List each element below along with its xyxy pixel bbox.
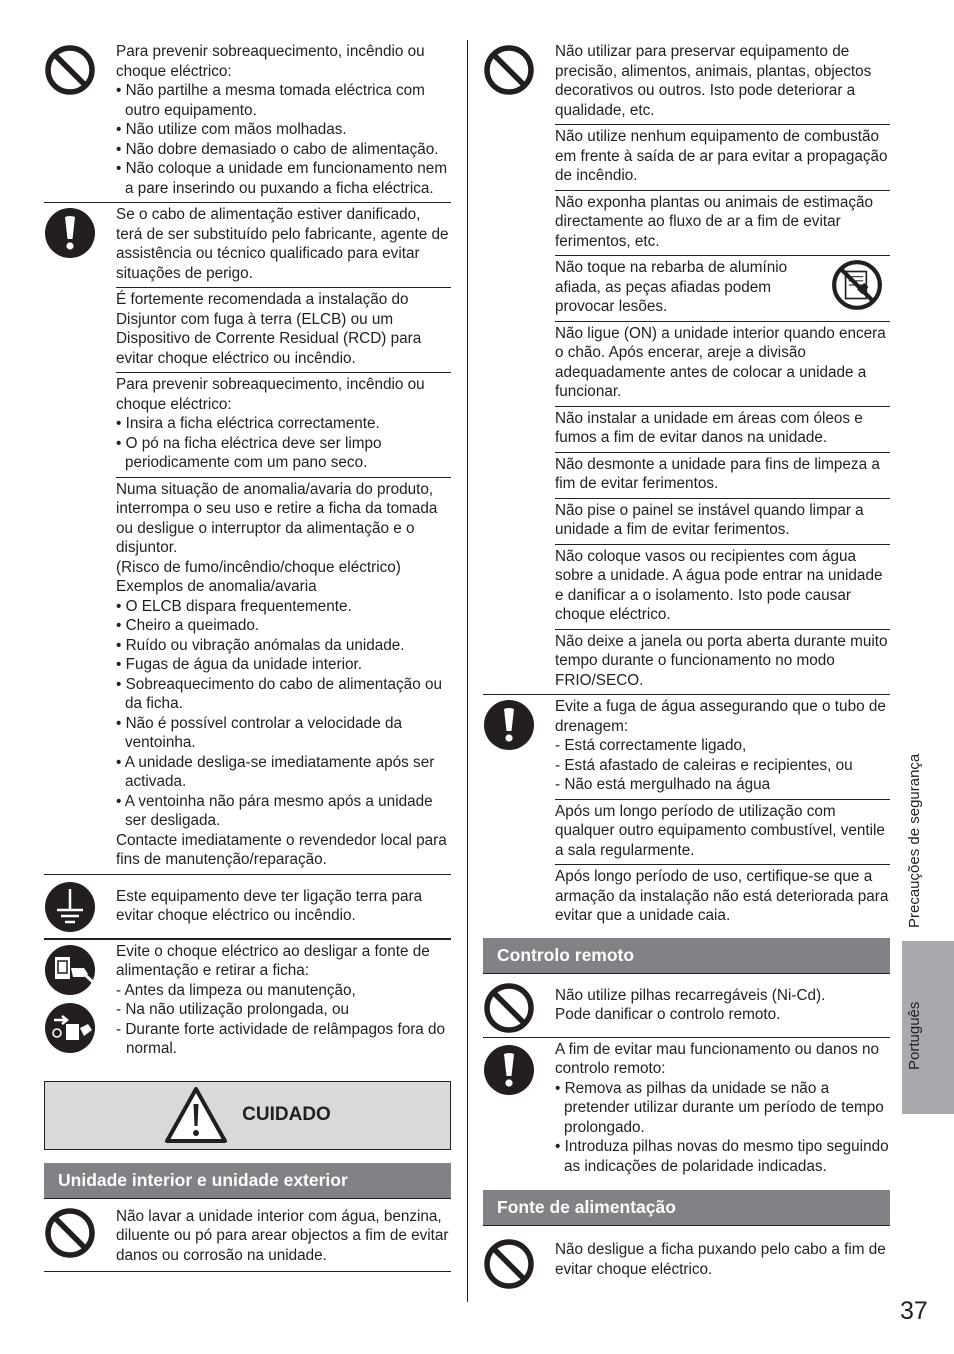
bullet-text: • Introduza pilhas novas do mesmo tipo seguindo as indicações de polaridade indicadas.: [555, 1138, 889, 1175]
prohibition-group: [44, 40, 451, 203]
instruction-item: [555, 864, 890, 930]
mandatory-icon: [483, 699, 535, 751]
instruction-text: Pode danificar o controlo remoto.: [555, 1006, 781, 1023]
instruction-item: [116, 940, 451, 1063]
bullet-text: • A ventoinha não pára mesmo após a unidade ser desligada.: [116, 792, 433, 829]
instruction-text: Numa situação de anomalia/avaria do produto, interrompa o seu uso e retire a ficha da tomada ou desligue o interruptor da alimentação e o disjuntor.: [116, 480, 438, 556]
dash-text: - Está correctamente ligado,: [555, 737, 747, 754]
unplug-group: [44, 938, 451, 1063]
dash-text: - Na não utilização prolongada, ou: [116, 1001, 350, 1018]
prohibition-group: [483, 974, 890, 1038]
dash-text: - Não está mergulhado na água: [555, 776, 771, 793]
section-header-power: Fonte de alimentação: [483, 1190, 890, 1226]
instruction-item: [555, 321, 890, 406]
instruction-text: Não toque na rebarba de alumínio afiada, as peças afiadas podem provocar lesões.: [555, 259, 788, 315]
instruction-item: [555, 452, 890, 498]
instruction-item: [116, 287, 451, 372]
section-header-remote: Controlo remoto: [483, 938, 890, 974]
bullet-text: • Fugas de água da unidade interior.: [116, 656, 363, 673]
bullet-text: • Não partilhe a mesma tomada eléctrica com outro equipamento.: [116, 82, 425, 119]
bullet-text: • Não é possível controlar a velocidade da ventoinha.: [116, 714, 402, 751]
instruction-text: Não utilize nenhum equipamento de combustão em frente à saída de ar para evitar a propagação de incêndio.: [555, 128, 888, 184]
instruction-item: [116, 477, 451, 874]
instruction-item: [555, 40, 890, 124]
mandatory-group: [44, 203, 451, 875]
prohibition-icon: [483, 44, 535, 96]
bullet-text: • Cheiro a queimado.: [116, 617, 260, 634]
prohibition-icon: [44, 1207, 96, 1259]
instruction-text: Este equipamento deve ter ligação terra para evitar choque eléctrico ou incêndio.: [116, 887, 423, 924]
instruction-item: [555, 544, 890, 629]
instruction-item: [555, 124, 890, 190]
instruction-item: [116, 372, 451, 477]
unplug-lightning-icon: [44, 1002, 96, 1054]
bullet-text: • O pó na ficha eléctrica deve ser limpo periodicamente com um pano seco.: [116, 434, 382, 471]
instruction-item: [555, 1038, 890, 1181]
prohibition-group: [44, 1199, 451, 1273]
caution-label: CUIDADO: [242, 1104, 331, 1125]
instruction-text: Não pise o painel se instável quando limpar a unidade a fim de evitar ferimentos.: [555, 501, 864, 538]
instruction-text: Para prevenir sobreaquecimento, incêndio ou choque eléctrico:: [116, 43, 425, 80]
section-header-units: Unidade interior e unidade exterior: [44, 1163, 451, 1199]
ground-icon: [44, 881, 96, 933]
bullet-text: • Não utilize com mãos molhadas.: [116, 121, 347, 138]
prohibition-icon: [483, 982, 535, 1034]
bullet-text: • Remova as pilhas da unidade se não a pretender utilizar durante um período de tempo prolongado.: [555, 1079, 884, 1136]
right-column: [483, 40, 890, 1290]
dash-text: - Durante forte actividade de relâmpagos fora do normal.: [116, 1020, 446, 1057]
bullet-text: • Não coloque a unidade em funcionamento nem a pare inserindo ou puxando a ficha eléctrica.: [116, 160, 448, 197]
instruction-text: Para prevenir sobreaquecimento, incêndio ou choque eléctrico:: [116, 376, 425, 413]
left-column: [44, 40, 451, 1272]
instruction-text: Não instalar a unidade em áreas com óleos e fumos a fim de evitar danos na unidade.: [555, 409, 863, 446]
instruction-text: É fortemente recomendada a instalação do Disjuntor com fuga à terra (ELCB) ou um Dispositivo de Corrente Residual (RCD) para evitar choque eléctrico ou incêndio.: [116, 291, 422, 367]
instruction-text: Evite o choque eléctrico ao desligar a fonte de alimentação e retirar a ficha:: [116, 942, 430, 979]
ground-group: [44, 875, 451, 939]
instruction-item: [555, 629, 890, 695]
sharp-edge-icon: [830, 258, 884, 312]
instruction-item: [555, 1226, 890, 1283]
instruction-text: Contacte imediatamente o revendedor local para fins de manutenção/reparação.: [116, 831, 447, 868]
instruction-text: Após longo período de uso, certifique-se que a armação da instalação não está deteriorada para evitar que a unidade caia.: [555, 868, 889, 924]
column-divider: [467, 40, 468, 1302]
prohibition-group: [483, 1226, 890, 1290]
bullet-text: • Insira a ficha eléctrica correctamente.: [116, 415, 380, 432]
instruction-text: Não coloque vasos ou recipientes com água sobre a unidade. A água pode entrar na unidade e danificar a o isolamento. Isto pode causar choque eléctrico.: [555, 547, 883, 623]
instruction-text: Não lavar a unidade interior com água, benzina, diluente ou pó para arear objectos a fim de evitar danos ou corrosão na unidade.: [116, 1207, 449, 1264]
instruction-text: Não utilize pilhas recarregáveis (Ni-Cd).: [555, 986, 826, 1004]
page-number: 37: [900, 1297, 928, 1325]
instruction-text: (Risco de fumo/incêndio/choque eléctrico): [116, 558, 401, 576]
instruction-text: Não exponha plantas ou animais de estimação directamente ao fluxo de ar a fim de evitar ferimentos, etc.: [555, 193, 874, 250]
dash-text: - Antes da limpeza ou manutenção,: [116, 981, 356, 999]
warning-icon: [164, 1086, 228, 1144]
prohibition-group: [483, 40, 890, 695]
instruction-item: [555, 498, 890, 544]
instruction-item: [555, 406, 890, 452]
instruction-text: Não ligue (ON) a unidade interior quando encera o chão. Após encerar, areje a divisão adequadamente antes de colocar a unidade a funcionar.: [555, 324, 886, 400]
instruction-item: [555, 190, 890, 256]
bullet-text: • Ruído ou vibração anómalas da unidade.: [116, 636, 405, 654]
instruction-item: [555, 255, 890, 321]
instruction-item: [116, 40, 451, 202]
mandatory-icon: [44, 207, 96, 259]
instruction-item: [116, 1199, 451, 1272]
mandatory-icon: [483, 1044, 535, 1096]
mandatory-group: [483, 695, 890, 930]
unplug-icon: [44, 944, 96, 996]
instruction-item: [555, 695, 890, 799]
side-tab-language: Português: [906, 1001, 923, 1070]
instruction-text: Se o cabo de alimentação estiver danificado, terá de ser substituído pelo fabricante, agente de assistência ou técnico qualificado para evitar situações de perigo.: [116, 206, 449, 282]
instruction-text: Após um longo período de utilização com qualquer outro equipamento combustível, ventile a sala regularmente.: [555, 802, 885, 859]
prohibition-icon: [44, 44, 96, 96]
instruction-text: Exemplos de anomalia/avaria: [116, 578, 317, 595]
dash-text: - Está afastado de caleiras e recipientes, ou: [555, 756, 853, 774]
instruction-text: Não deixe a janela ou porta aberta durante muito tempo durante o funcionamento no modo FRIO/SECO.: [555, 632, 888, 689]
bullet-text: • O ELCB dispara frequentemente.: [116, 597, 352, 615]
instruction-item: [555, 799, 890, 865]
instruction-text: Evite a fuga de água assegurando que o tubo de drenagem:: [555, 698, 886, 735]
instruction-text: Não desligue a ficha puxando pelo cabo a fim de evitar choque eléctrico.: [555, 1241, 886, 1278]
instruction-item: [116, 875, 451, 938]
bullet-text: • Não dobre demasiado o cabo de alimentação.: [116, 140, 439, 158]
prohibition-icon: [483, 1238, 535, 1290]
bullet-text: • Sobreaquecimento do cabo de alimentação ou da ficha.: [116, 675, 442, 712]
instruction-text: Não utilizar para preservar equipamento de precisão, alimentos, animais, plantas, objectos decorativos ou outros. Isto pode deteriorar a qualidade, etc.: [555, 43, 872, 119]
side-tab-section: Precauções de segurança: [906, 753, 923, 928]
instruction-text: A fim de evitar mau funcionamento ou danos no controlo remoto:: [555, 1040, 879, 1077]
bullet-text: • A unidade desliga-se imediatamente após ser activada.: [116, 753, 435, 790]
mandatory-group: [483, 1038, 890, 1181]
instruction-item: [555, 974, 890, 1037]
instruction-text: Não desmonte a unidade para fins de limpeza a fim de evitar ferimentos.: [555, 455, 880, 492]
caution-box: [44, 1081, 451, 1150]
instruction-item: [116, 203, 451, 287]
